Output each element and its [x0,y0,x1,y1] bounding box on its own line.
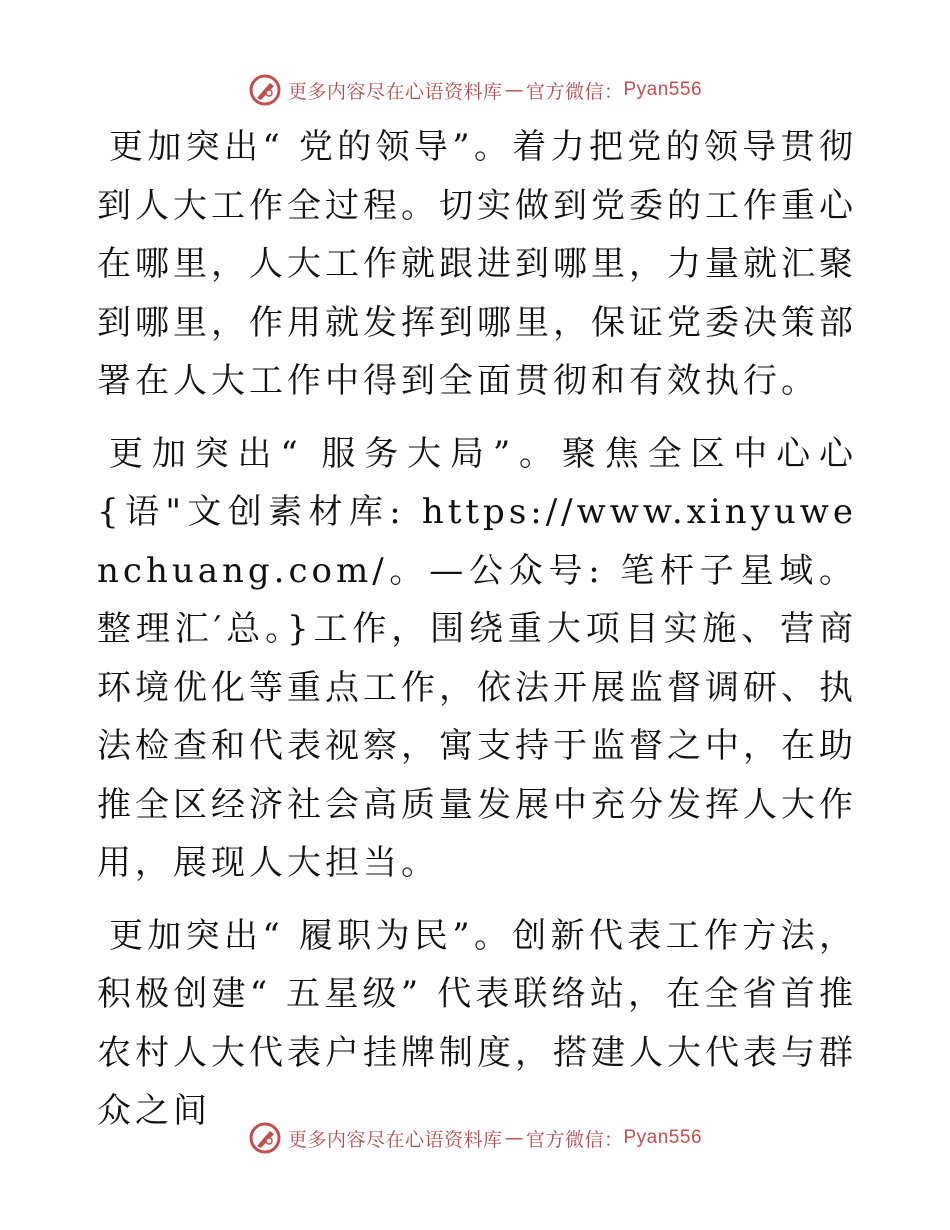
paragraph-party-leadership: 更加突出“ 党的领导”。着力把党的领导贯彻到人大工作全过程。切实做到党委的工作重心在哪里，人大工作就跟进到哪里，力量就汇聚到哪里，作用就发挥到哪里，保证党委决策部署在人大工作中得到全面贯彻和有效执行。 [97,127,857,401]
pen-logo-icon [248,73,282,107]
paragraph-serve-people: 更加突出“ 履职为民”。创新代表工作方法，积极创建“ 五星级” 代表联络站，在全省首推农村人大代表户挂牌制度，搭建人大代表与群众之间 [97,915,857,1131]
watermark-separator: — [504,79,524,101]
watermark-label: 官方微信： [525,80,624,103]
footer-watermark [0,1118,950,1158]
document-body [97,118,857,1155]
paragraph-serve-overall: 更加突出“ 服务大局”。聚焦全区中心心{语"文创素材库: https://www.xinyuwenchuang.com/。—公众号: 笔杆子星域。整理汇′总。}工作，围绕重大项目实施、营商环境优化等重点工作，依法开展监督调研、执法检查和代表视察，寓支持于监督之中，在助推全区经济社会高质量发展中充分发挥人大作用，展现人大担当。 [97,433,857,883]
pen-logo-icon [248,1121,282,1155]
watermark-wechat-id: Pyan556 [623,79,703,100]
watermark-text: 更多内容尽在心语资料库 [287,1128,503,1151]
header-watermark [0,70,950,110]
watermark-label: 官方微信： [525,1128,624,1151]
watermark-text: 更多内容尽在心语资料库 [287,80,503,103]
watermark-wechat-id: Pyan556 [623,1127,703,1148]
watermark-separator: — [504,1127,524,1149]
